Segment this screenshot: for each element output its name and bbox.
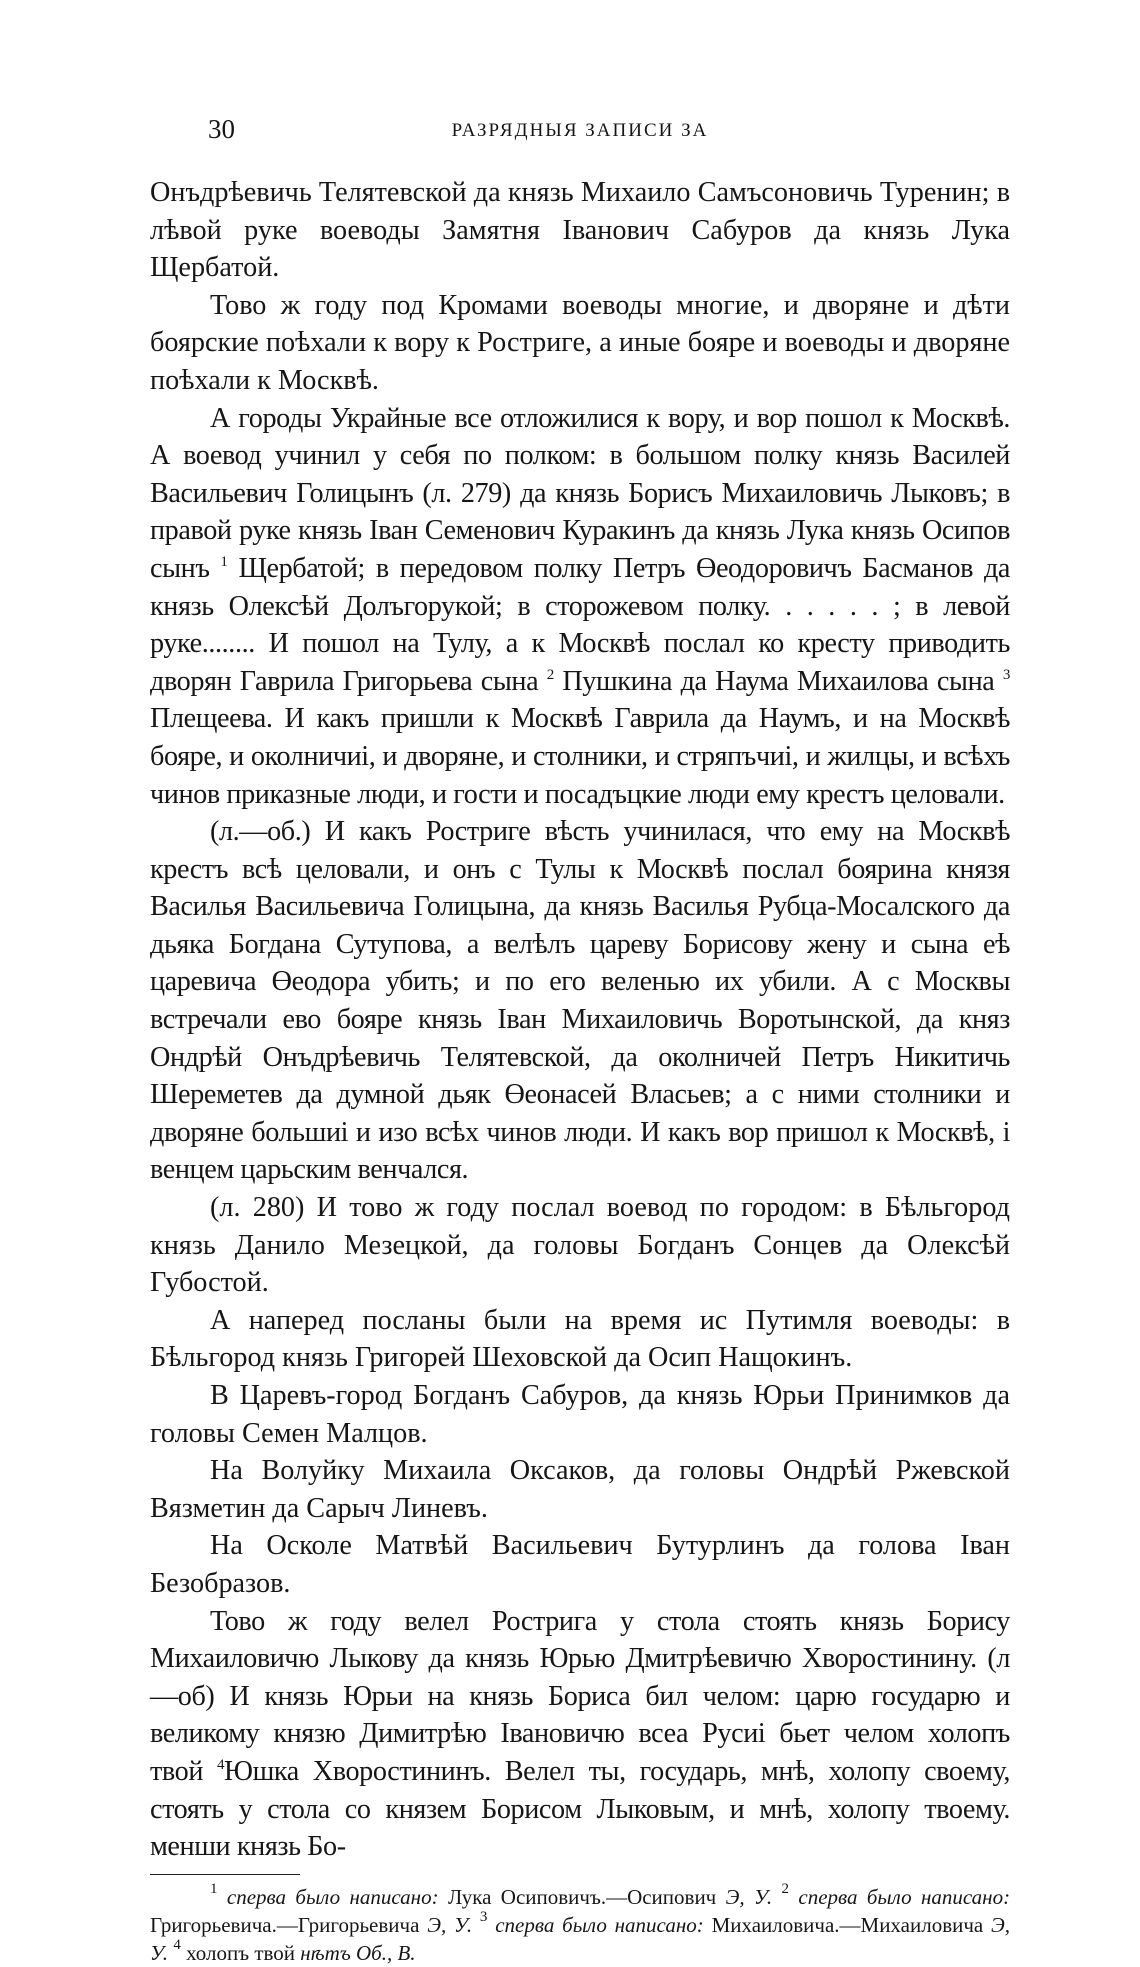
footnote-mark: 2: [546, 666, 554, 683]
footnote-divider: [150, 1874, 300, 1875]
paragraph: В Царевъ-город Богданъ Сабуров, да князь Юрьи Принимков да головы Семен Малцов.: [150, 1380, 1010, 1449]
footnote-source: Э, У.: [150, 1912, 1011, 1965]
footnote-mark: 4: [216, 1756, 225, 1773]
paragraph: На Волуйку Михаила Оксаков, да головы Ондрѣй Ржевской Вязметин да Сарыч Линевъ.: [150, 1455, 1010, 1524]
paragraph: Тово ж году под Кромами воеводы многие, и дворяне и дѣти боярские поѣхали к вору к Ростриге, а иные бояре и воеводы и дворяне поѣхали к Москвѣ.: [150, 289, 1010, 396]
book-page: [150, 108, 1010, 1967]
footnote-mark: 1: [220, 553, 228, 570]
main-text: [150, 174, 1010, 1866]
footnotes: [150, 1880, 1011, 1967]
page-header: [150, 108, 1010, 148]
page-number: 30: [208, 114, 235, 144]
paragraph-text: Плещеева. И какъ пришли к Москвѣ Гаврила да Наумъ, и на Москвѣ бояре, и околничиі, и дворяне, и столники, и стряпъчиі, и жилцы, и всѣхъ чинов приказные люди, и гости и посадъцкие люди ему крестъ целовали.: [150, 703, 1010, 810]
running-head: РАЗРЯДНЫЯ ЗАПИСИ ЗА: [451, 120, 709, 141]
paragraph-text: Пушкина да Наума Михаилова сына: [562, 665, 995, 697]
paragraph: А наперед посланы были на время ис Путимля воеводы: в Бѣльгород князь Григорей Шеховской да Осип Нащокинъ.: [150, 1304, 1010, 1374]
footnote-text: Григорьевича.—Григорьевича: [150, 1912, 420, 1937]
paragraph: [150, 400, 1010, 814]
paragraph: (л.—об.) И какъ Ростриге вѣсть учинилася, что ему на Москвѣ крестъ всѣ целовали, и онъ с Тулы к Москвѣ послал боярина князя Василья Васильевича Голицына, да князь Василья Рубца-Мосалского да дьяка Богдана Сутупова, а велѣлъ цареву Борисову жену и сына еѣ царевича Өеодора убить; и по его веленью их убили. А с Москвы встречали ево бояре князь Іван Михаиловичь Воротынской, да княз Ондрѣй Онъдрѣевичь Телятевской, да околничей Петръ Никитичь Шереметев да думной дьяк Өеонасей Власьев; а с ними столники и дворяне большиі и изо всѣх чинов люди. И какъ вор пришол к Москвѣ, і венцем царьским венчался.: [150, 816, 1010, 1186]
footnote-number: 4: [173, 1936, 181, 1953]
footnote-label: сперва было написано:: [226, 1884, 439, 1909]
footnote-source: Э, У.: [725, 1884, 773, 1909]
footnote-mark: 3: [1002, 666, 1010, 683]
footnote-source: Э, У.: [427, 1912, 473, 1937]
paragraph: Онъдрѣевичь Телятевской да князь Михаило Самъсоновичь Туренин; в лѣвой руке воеводы Замятня Іванович Сабуров да князь Лука Щербатой.: [150, 177, 1010, 284]
footnote-label: сперва было написано:: [798, 1884, 1011, 1909]
footnote-text: Лука Осиповичъ.—Осипович: [447, 1884, 717, 1909]
paragraph-text: Юшка Хворостининъ. Велел ты, государь, мнѣ, холопу своему, стоять у стола со князем Борисом Лыковым, и мнѣ, холопу твоему. менши князь Бо-: [150, 1755, 1011, 1863]
footnote-label: сперва было написано:: [495, 1912, 704, 1937]
footnote-text: холопъ твой: [186, 1940, 295, 1965]
paragraph: (л. 280) И тово ж году послал воевод по городом: в Бѣльгород князь Данило Мезецкой, да головы Богданъ Сонцев да Олексѣй Губостой.: [150, 1192, 1010, 1299]
paragraph-text: Тово ж году велел Рострига у стола стоять князь Борису Михаиловичю Лыкову да князь Юрью Дмитрѣевичю Хворостинину. (л—об) И князь Юрьи на князь Бориса бил челом: царю государю и великому князю Димитрѣю Івановичю всеа Русиі бьет челом холопъ твой: [150, 1605, 1010, 1787]
footnote-number: 2: [781, 1880, 789, 1897]
paragraph: На Осколе Матвѣй Васильевич Бутурлинъ да голова Іван Безобразов.: [150, 1530, 1010, 1599]
footnote-text: Михаиловича.—Михаиловича: [711, 1912, 984, 1937]
footnote-number: 3: [479, 1908, 488, 1925]
paragraph-text: Щербатой; в передовом полку Петръ Өеодоровичъ Басманов да князь Олексѣй Долъгорукой; в сторожевом полку. . . . . . ; в левой руке........ И пошол на Тулу, а к Москвѣ послал ко кресту приводить дворян Гаврила Григорьева сына: [150, 552, 1010, 697]
footnote-source: нѣтъ Об., В.: [300, 1940, 416, 1965]
paragraph: [150, 1603, 1010, 1866]
paragraph-text: А городы Украйные все отложилися к вору, и вор пошол к Москвѣ. А воевод учинил у себя по полком: в большом полку князь Василей Васильевич Голицынъ (л. 279) да князь Борисъ Михаиловичь Лыковъ; в правой руке князь Іван Семенович Куракинъ да князь Лука князь Осипов сынъ: [150, 402, 1010, 584]
footnote-number: 1: [210, 1880, 218, 1897]
